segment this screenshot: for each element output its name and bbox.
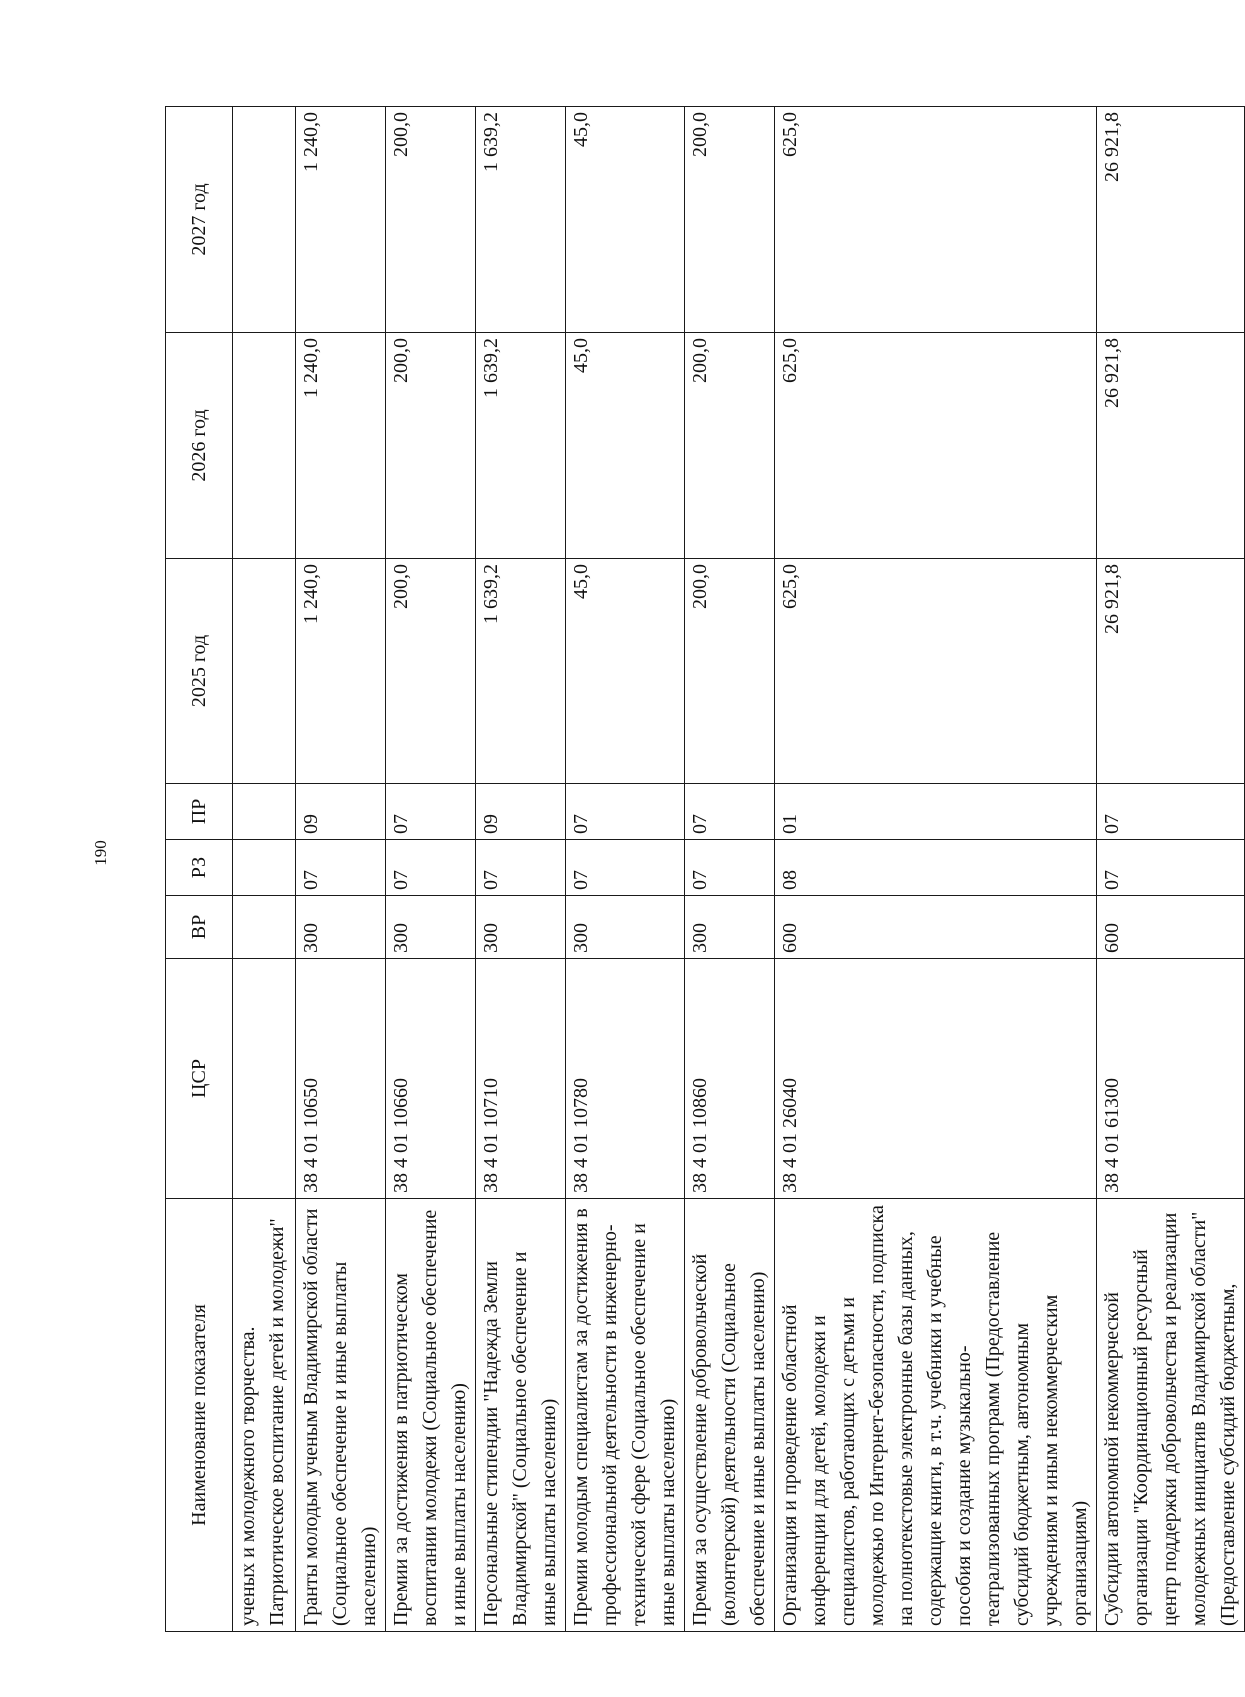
cell-2025: 200,0 <box>685 559 775 784</box>
table-row <box>685 107 775 1632</box>
cell-2027: 625,0 <box>775 107 1097 333</box>
header-2026: 2026 год <box>166 333 233 559</box>
cell-rz: 07 <box>566 840 685 896</box>
header-pr: ПР <box>166 784 233 840</box>
cell-2025: 200,0 <box>386 559 476 784</box>
cell-2027: 200,0 <box>685 107 775 333</box>
header-rz: РЗ <box>166 840 233 896</box>
cell-rz: 07 <box>685 840 775 896</box>
cell-vr: 300 <box>685 896 775 959</box>
cell-pr: 09 <box>296 784 386 840</box>
rotated-page-content <box>165 107 1239 1632</box>
table-row <box>476 107 566 1632</box>
cell-2027: 1 240,0 <box>296 107 386 333</box>
cell-vr: 300 <box>566 896 685 959</box>
table-row <box>775 107 1097 1632</box>
table-row <box>1097 107 1245 1632</box>
cell-csr <box>233 959 296 1199</box>
cell-2027: 200,0 <box>386 107 476 333</box>
page-number: 190 <box>91 840 110 866</box>
cell-2026: 45,0 <box>566 333 685 559</box>
cell-pr: 09 <box>476 784 566 840</box>
cell-csr: 38 4 01 10780 <box>566 959 685 1199</box>
table-row <box>296 107 386 1632</box>
cell-pr: 07 <box>1097 784 1245 840</box>
table-row <box>233 107 296 1632</box>
cell-name: Персональные стипендии "Надежда Земли Владимирской" (Социальное обеспечение и иные выплаты населению) <box>476 1199 566 1632</box>
cell-2025: 1 240,0 <box>296 559 386 784</box>
cell-vr: 600 <box>775 896 1097 959</box>
table-row <box>386 107 476 1632</box>
cell-2025 <box>233 559 296 784</box>
cell-2027 <box>233 107 296 333</box>
cell-vr <box>233 896 296 959</box>
header-name: Наименование показателя <box>166 1199 233 1632</box>
cell-rz: 07 <box>476 840 566 896</box>
cell-vr: 300 <box>296 896 386 959</box>
table-body <box>233 107 1245 1632</box>
cell-name: Организация и проведение областной конференции для детей, молодежи и специалистов, работающих с детьми и молодежью по Интернет-безопасности, подписка на полнотекстовые электронные базы данных, содержащие книги, в т.ч. учебники и учебные пособия и создание музыкально-театрализованных программ (Предоставление субсидий бюджетным, автономным учреждениям и иным некоммерческим организациям) <box>775 1199 1097 1632</box>
cell-name: Премии молодым специалистам за достижения в профессиональной деятельности в инженерно-технической сфере (Социальное обеспечение и иные выплаты населению) <box>566 1199 685 1632</box>
cell-2025: 26 921,8 <box>1097 559 1245 784</box>
cell-csr: 38 4 01 10860 <box>685 959 775 1199</box>
header-vr: ВР <box>166 896 233 959</box>
cell-rz: 07 <box>1097 840 1245 896</box>
cell-2026: 200,0 <box>685 333 775 559</box>
cell-vr: 600 <box>1097 896 1245 959</box>
header-csr: ЦСР <box>166 959 233 1199</box>
cell-pr: 07 <box>566 784 685 840</box>
cell-2026: 625,0 <box>775 333 1097 559</box>
budget-table <box>165 106 1245 1632</box>
cell-2026: 200,0 <box>386 333 476 559</box>
cell-pr: 07 <box>386 784 476 840</box>
cell-name: Премия за осуществление добровольческой (волонтерской) деятельности (Социальное обеспечение и иные выплаты населению) <box>685 1199 775 1632</box>
cell-pr: 01 <box>775 784 1097 840</box>
cell-rz: 08 <box>775 840 1097 896</box>
cell-2027: 26 921,8 <box>1097 107 1245 333</box>
cell-name: Гранты молодым ученым Владимирской области (Социальное обеспечение и иные выплаты населению) <box>296 1199 386 1632</box>
table-row <box>566 107 685 1632</box>
cell-vr: 300 <box>476 896 566 959</box>
cell-vr: 300 <box>386 896 476 959</box>
cell-csr: 38 4 01 61300 <box>1097 959 1245 1199</box>
cell-2027: 45,0 <box>566 107 685 333</box>
cell-name: Субсидии автономной некоммерческой организации "Координационный ресурсный центр поддержки добровольчества и реализации молодежных инициатив Владимирской области" (Предоставление субсидий бюджетным, <box>1097 1199 1245 1632</box>
cell-csr: 38 4 01 26040 <box>775 959 1097 1199</box>
cell-2025: 45,0 <box>566 559 685 784</box>
cell-2025: 625,0 <box>775 559 1097 784</box>
cell-csr: 38 4 01 10710 <box>476 959 566 1199</box>
cell-2026: 1 240,0 <box>296 333 386 559</box>
cell-name: ученых и молодежного творчества. Патриотическое воспитание детей и молодежи" <box>233 1199 296 1632</box>
cell-2026 <box>233 333 296 559</box>
cell-pr: 07 <box>685 784 775 840</box>
cell-csr: 38 4 01 10650 <box>296 959 386 1199</box>
cell-rz <box>233 840 296 896</box>
cell-pr <box>233 784 296 840</box>
header-2027: 2027 год <box>166 107 233 333</box>
header-row <box>166 107 233 1632</box>
header-2025: 2025 год <box>166 559 233 784</box>
cell-rz: 07 <box>296 840 386 896</box>
cell-2026: 26 921,8 <box>1097 333 1245 559</box>
cell-2026: 1 639,2 <box>476 333 566 559</box>
cell-rz: 07 <box>386 840 476 896</box>
cell-2025: 1 639,2 <box>476 559 566 784</box>
cell-csr: 38 4 01 10660 <box>386 959 476 1199</box>
cell-name: Премии за достижения в патриотическом воспитании молодежи (Социальное обеспечение и иные выплаты населению) <box>386 1199 476 1632</box>
cell-2027: 1 639,2 <box>476 107 566 333</box>
